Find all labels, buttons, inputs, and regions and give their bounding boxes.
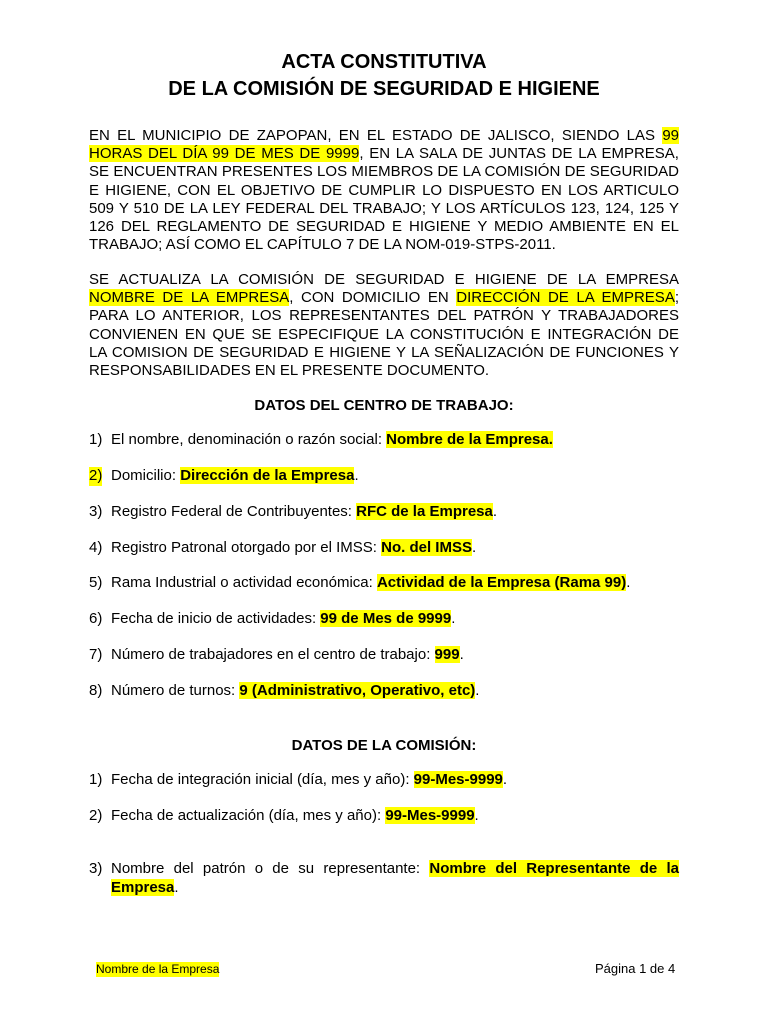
workplace-heading: DATOS DEL CENTRO DE TRABAJO: <box>254 397 514 414</box>
intro-highlight-address: DIRECCIÓN DE LA EMPRESA <box>456 289 675 307</box>
list-item <box>89 807 679 826</box>
footer-page-number: Página 1 de 4 <box>595 961 676 976</box>
list-item <box>89 431 679 450</box>
list-item <box>89 467 679 486</box>
intro-text: ; PARA LO ANTERIOR, LOS REPRESENTANTES DEL PATRÓN Y TRABAJADORES CONVIENEN EN QUE SE ESPECIFIQUE LA CONSTITUCIÓN E INTEGRACIÓN DE LA COMISION DE SEGURIDAD E HIGIENE Y LA SEÑALIZACIÓN DE FUNCIONES Y RESPONSABILIDADES EN EL PRESENTE DOCUMENTO. <box>89 289 679 380</box>
item-value: 99-Mes-9999 <box>413 771 503 788</box>
intro-text: , EN LA SALA DE JUNTAS DE LA EMPRESA, SE ENCUENTRAN PRESENTES LOS MIEMBROS DE LA COMISIÓN DE SEGURIDAD E HIGIENE, CON EL OBJETIVO DE CUMPLIR LO DISPUESTO EN LOS ARTICULO 509 Y 510 DE LA LEY FEDERAL DEL TRABAJO; Y LOS ARTÍCULOS 123, 124, 125 Y 126 DEL REGLAMENTO DE SEGURIDAD E HIGIENE Y MEDIO AMBIENTE EN EL TRABAJO; ASÍ COMO EL CAPÍTULO 7 DE LA NOM-019-STPS-2011. <box>89 145 679 254</box>
list-item <box>89 574 679 593</box>
item-label: Número de turnos: <box>111 682 240 699</box>
item-tail: . <box>451 610 456 627</box>
item-tail: . <box>354 467 359 484</box>
item-label: El nombre, denominación o razón social: <box>111 431 387 448</box>
commission-heading: DATOS DE LA COMISIÓN: <box>291 737 477 754</box>
item-value: Dirección de la Empresa <box>180 467 355 484</box>
item-tail: . <box>626 574 631 591</box>
item-value: Nombre de la Empresa. <box>386 431 553 448</box>
item-number: 3) <box>89 503 103 520</box>
item-value: RFC de la Empresa <box>356 503 493 520</box>
item-tail: . <box>502 771 508 788</box>
item-label: Fecha de integración inicial (día, mes y año): <box>111 771 414 788</box>
list-item <box>89 771 679 790</box>
item-number: 8) <box>89 682 103 699</box>
item-tail: . <box>471 539 477 556</box>
document-subtitle: DE LA COMISIÓN DE SEGURIDAD E HIGIENE <box>168 78 600 100</box>
item-value: Actividad de la Empresa (Rama 99) <box>376 574 627 591</box>
item-number: 2) <box>89 807 103 824</box>
item-label: Nombre del patrón o de su representante: <box>111 860 430 877</box>
item-value: Nombre del Representante de la Empresa <box>111 860 680 896</box>
intro-text: EN EL MUNICIPIO DE ZAPOPAN, EN EL ESTADO DE JALISCO, SIENDO LAS <box>89 127 663 144</box>
item-number: 6) <box>89 610 103 627</box>
item-value: 99 de Mes de 9999 <box>320 610 452 627</box>
item-label: Domicilio: <box>111 467 181 484</box>
item-number: 1) <box>89 771 103 788</box>
item-value: 999 <box>434 646 460 663</box>
list-item <box>89 682 679 701</box>
list-item <box>89 860 679 897</box>
intro-text: , CON DOMICILIO EN <box>289 289 457 307</box>
item-value: 99-Mes-9999 <box>385 807 475 824</box>
item-number: 3) <box>89 860 103 877</box>
item-number: 5) <box>89 574 103 591</box>
item-label: Rama Industrial o actividad económica: <box>111 574 377 591</box>
item-label: Fecha de actualización (día, mes y año): <box>111 807 386 824</box>
intro-paragraph-2 <box>89 271 679 380</box>
item-tail: . <box>492 503 498 520</box>
item-value: No. del IMSS <box>381 539 472 556</box>
list-item <box>89 646 679 665</box>
item-value: 9 (Administrativo, Operativo, etc) <box>239 682 476 699</box>
item-tail: . <box>459 646 464 663</box>
intro-paragraph-1 <box>89 127 679 254</box>
footer-company-name: Nombre de la Empresa <box>96 962 220 976</box>
item-tail: . <box>474 807 479 824</box>
item-label: Número de trabajadores en el centro de trabajo: <box>111 646 435 663</box>
list-item <box>89 503 679 522</box>
intro-highlight-company: NOMBRE DE LA EMPRESA <box>89 289 290 307</box>
document-title: ACTA CONSTITUTIVA <box>281 51 487 73</box>
intro-highlight-datetime: 99 HORAS DEL DÍA 99 DE MES DE 9999 <box>89 127 679 163</box>
list-item <box>89 539 679 558</box>
item-tail: . <box>475 682 480 699</box>
item-tail: . <box>174 878 179 896</box>
item-label: Registro Federal de Contribuyentes: <box>111 503 357 520</box>
intro-text: SE ACTUALIZA LA COMISIÓN DE SEGURIDAD E HIGIENE DE LA EMPRESA <box>89 271 679 288</box>
list-item <box>89 610 679 629</box>
item-number: 4) <box>89 539 103 556</box>
item-label: Fecha de inicio de actividades: <box>111 610 321 627</box>
item-number: 2) <box>89 467 103 484</box>
item-number: 7) <box>89 646 103 663</box>
item-number: 1) <box>89 431 103 448</box>
item-label: Registro Patronal otorgado por el IMSS: <box>111 539 382 556</box>
